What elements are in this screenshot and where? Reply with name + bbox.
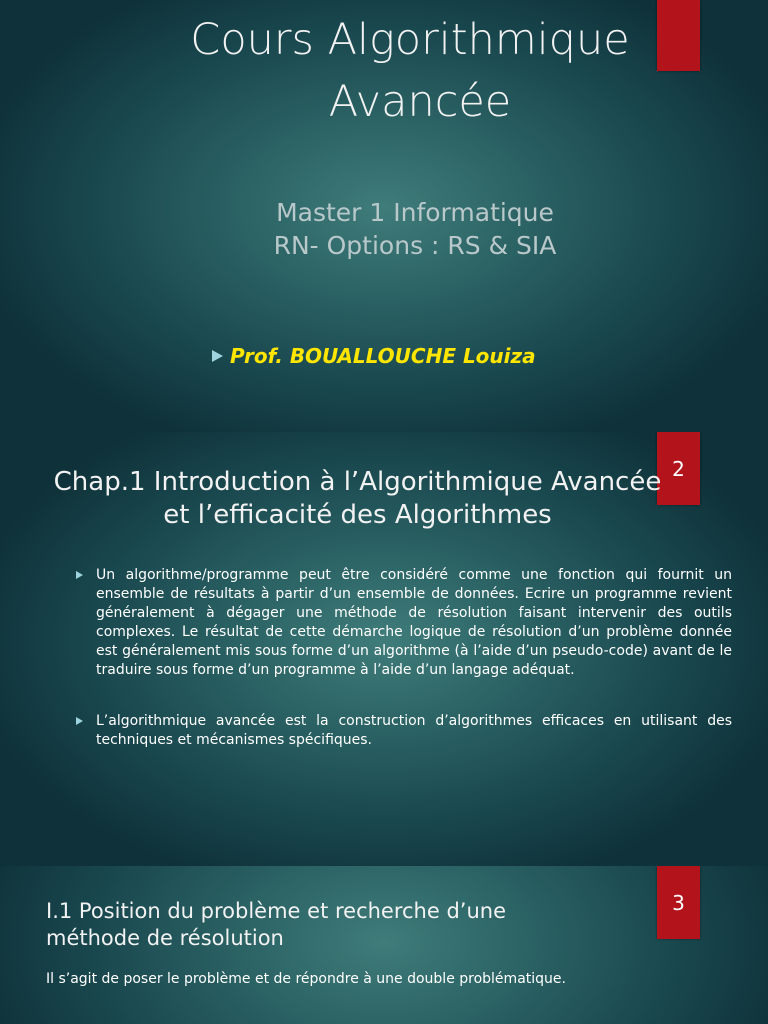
slide-title-line-1: Cours Algorithmique	[190, 15, 630, 65]
slide-3	[0, 866, 768, 1024]
slide-title-line-2: Avancée	[328, 77, 512, 127]
triangle-right-icon	[76, 571, 83, 579]
subtitle-line-1: Master 1 Informatique	[276, 198, 554, 227]
triangle-right-icon	[212, 350, 223, 362]
slide-title: Chap.1 Introduction à l’Algorithmique Avancée et l’efficacité des Algorithmes	[53, 467, 662, 530]
author-row	[212, 344, 536, 368]
subtitle-line-2: RN- Options : RS & SIA	[273, 231, 557, 260]
slide-2	[0, 432, 768, 866]
triangle-right-icon	[76, 717, 83, 725]
page-number-box: 3	[657, 866, 700, 939]
author-name: Prof. BOUALLOUCHE Louiza	[230, 344, 536, 368]
list-item	[76, 566, 732, 680]
page-number-box: 2	[657, 432, 700, 505]
list-item-text: Un algorithme/programme peut être considéré comme une fonction qui fournit un ensemble de résultats à partir d’un ensemble de données. Ecrire un programme revient généralement à dégager une méthode de résolution faisant intervenir des outils complexes. Le résultat de cette démarche logique de résolution d’un problème donnée est généralement mis sous forme d’un algorithme (à l’aide d’un pseudo-code) avant de le traduire sous forme d’un programme à l’aide d’un langage adéquat.	[96, 567, 732, 678]
bullet-list	[76, 566, 732, 782]
list-item-text: L’algorithmique avancée est la construction d’algorithmes efficaces en utilisant des techniques et mécanismes spécifiques.	[96, 713, 732, 748]
slide-1	[0, 0, 768, 432]
slide-body-text: Il s’agit de poser le problème et de répondre à une double problématique.	[46, 971, 566, 987]
slide-title: I.1 Position du problème et recherche d’une méthode de résolution	[46, 899, 507, 950]
list-item	[76, 712, 732, 750]
